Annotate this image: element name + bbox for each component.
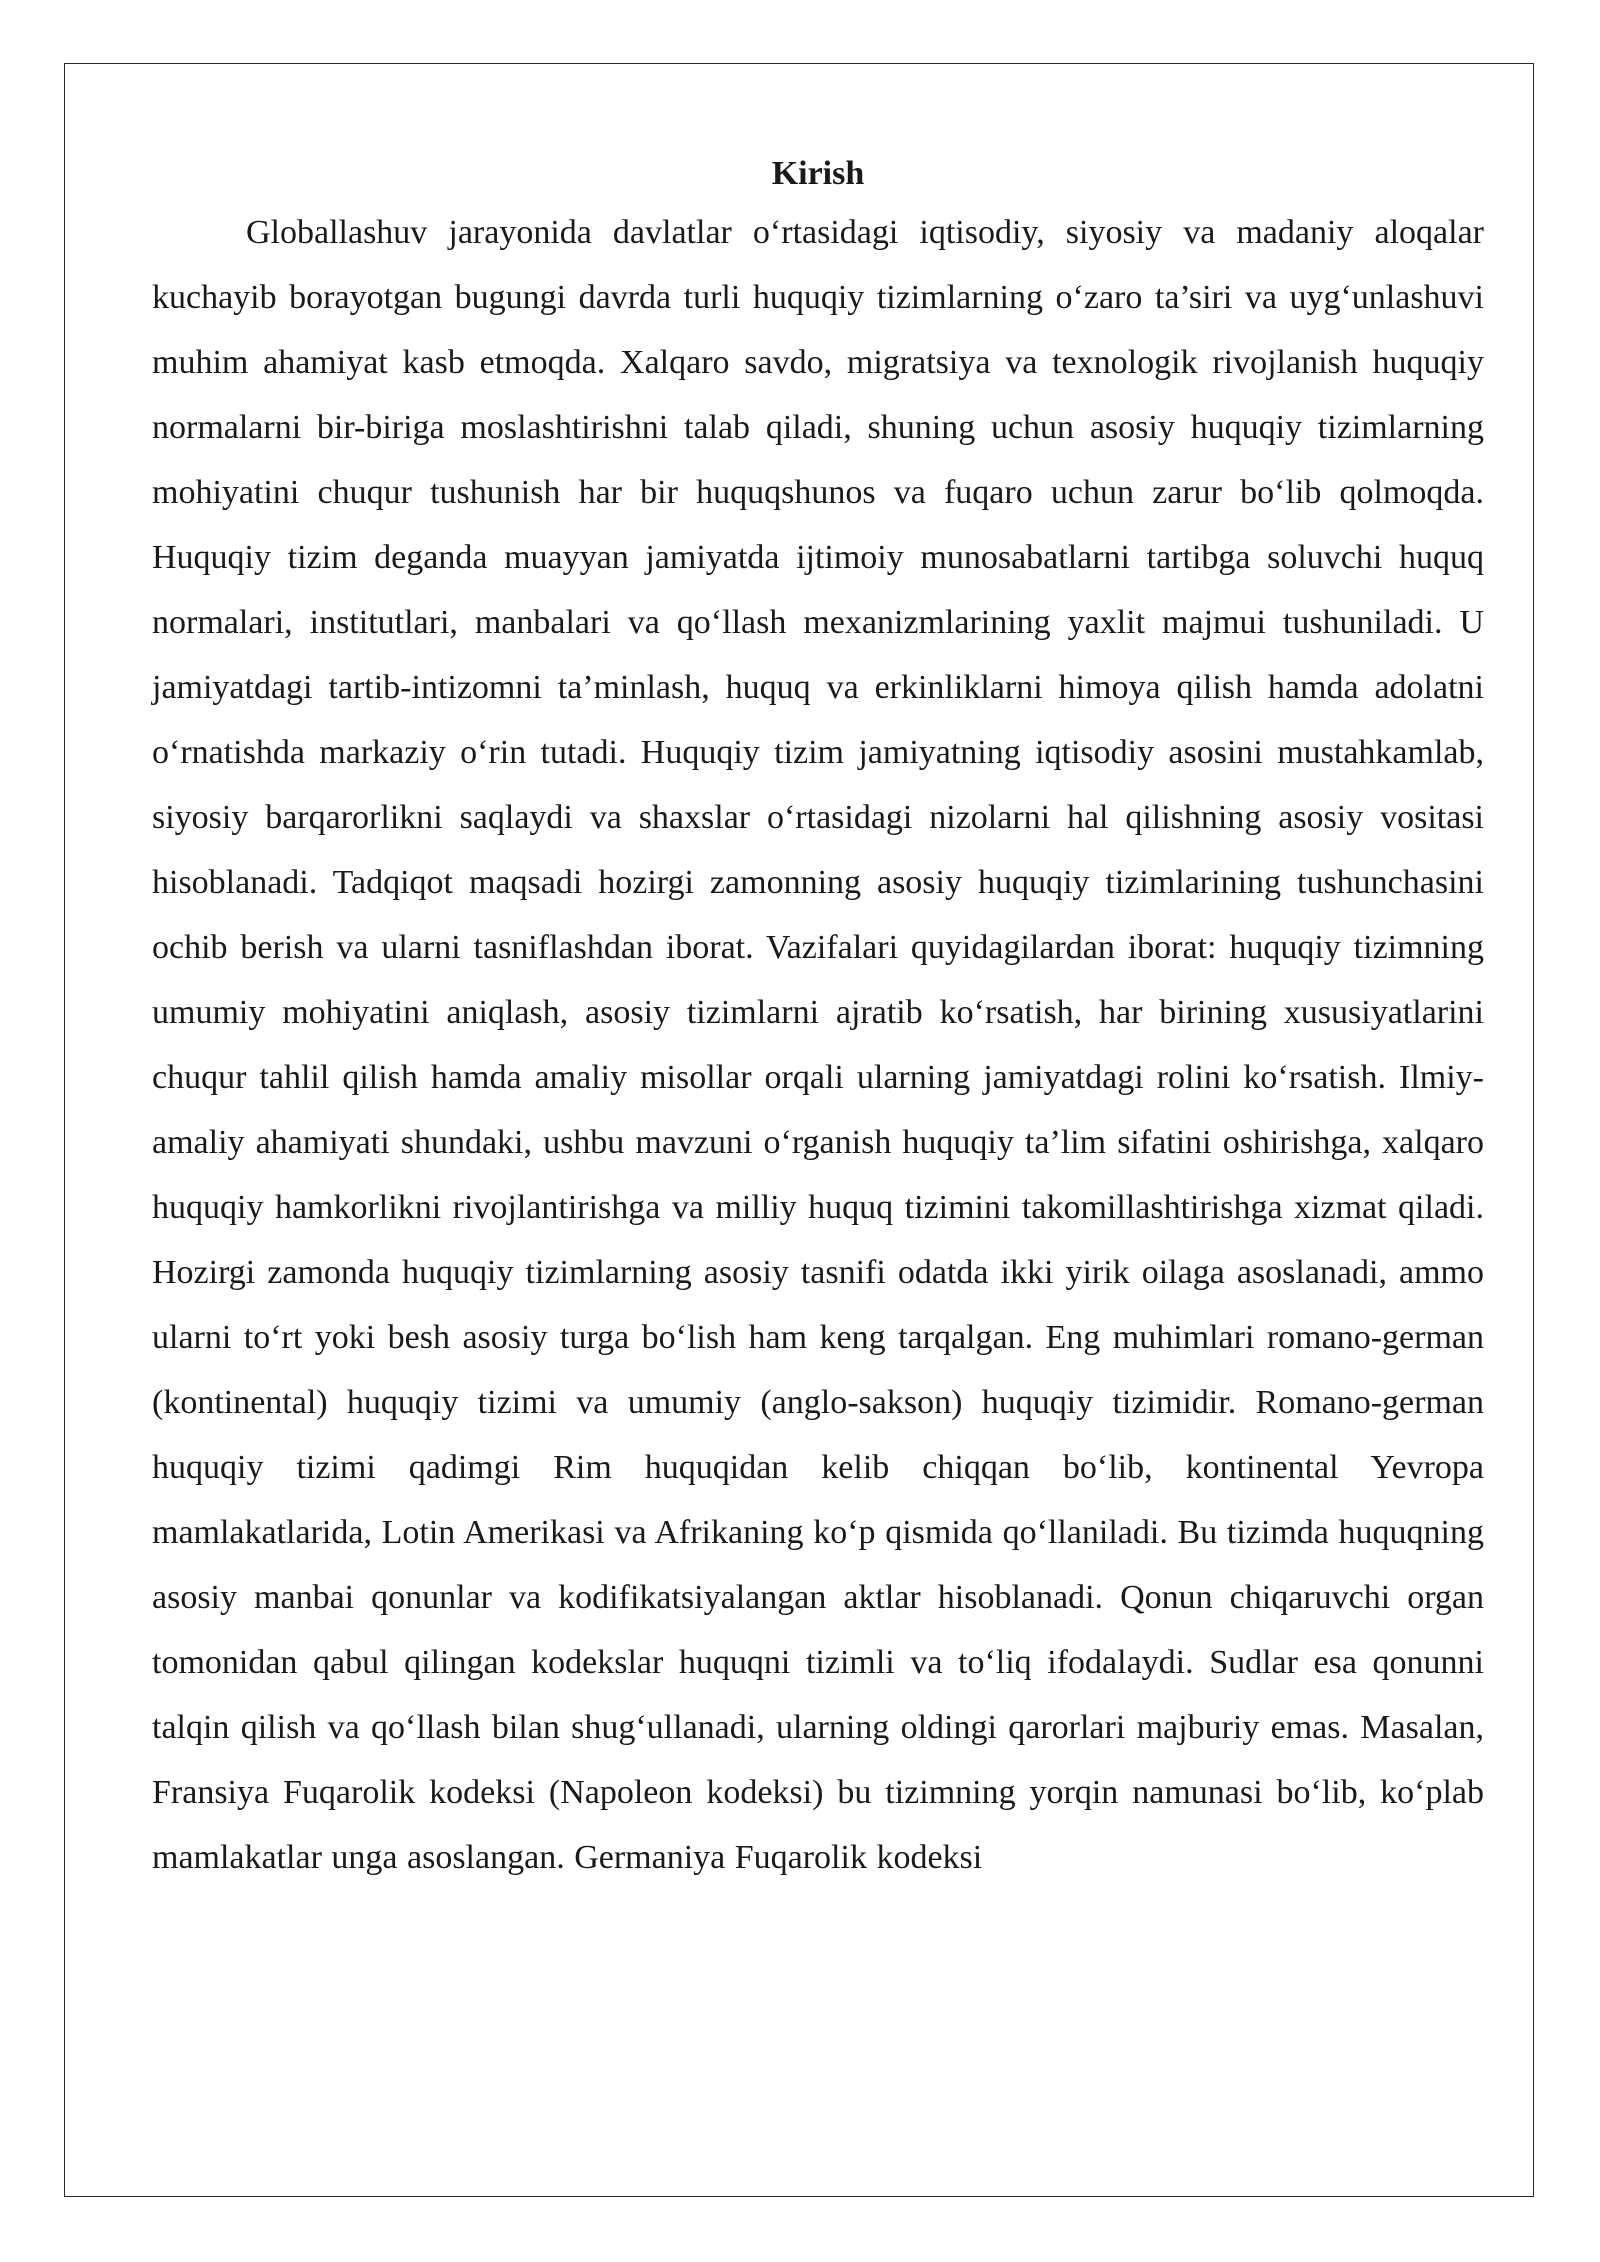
document-content — [152, 148, 1484, 1890]
body-paragraph: Globallashuv jarayonida davlatlar o‘rtasidagi iqtisodiy, siyosiy va madaniy aloqalar kuchayib borayotgan bugungi davrda turli huquqiy tizimlarning o‘zaro ta’siri va uyg‘unlashuvi muhim ahamiyat kasb etmoqda. Xalqaro savdo, migratsiya va texnologik rivojlanish huquqiy normalarni bir-biriga moslashtirishni talab qiladi, shuning uchun asosiy huquqiy tizimlarning mohiyatini chuqur tushunish har bir huquqshunos va fuqaro uchun zarur bo‘lib qolmoqda. Huquqiy tizim deganda muayyan jamiyatda ijtimoiy munosabatlarni tartibga soluvchi huquq normalari, institutlari, manbalari va qo‘llash mexanizmlarining yaxlit majmui tushuniladi. U jamiyatdagi tartib-intizomni ta’minlash, huquq va erkinliklarni himoya qilish hamda adolatni o‘rnatishda markaziy o‘rin tutadi. Huquqiy tizim jamiyatning iqtisodiy asosini mustahkamlab, siyosiy barqarorlikni saqlaydi va shaxslar o‘rtasidagi nizolarni hal qilishning asosiy vositasi hisoblanadi. Tadqiqot maqsadi hozirgi zamonning asosiy huquqiy tizimlarining tushunchasini ochib berish va ularni tasniflashdan iborat. Vazifalari quyidagilardan iborat: huquqiy tizimning umumiy mohiyatini aniqlash, asosiy tizimlarni ajratib ko‘rsatish, har birining xususiyatlarini chuqur tahlil qilish hamda amaliy misollar orqali ularning jamiyatdagi rolini ko‘rsatish. Ilmiy-amaliy ahamiyati shundaki, ushbu mavzuni o‘rganish huquqiy ta’lim sifatini oshirishga, xalqaro huquqiy hamkorlikni rivojlantirishga va milliy huquq tizimini takomillashtirishga xizmat qiladi. Hozirgi zamonda huquqiy tizimlarning asosiy tasnifi odatda ikki yirik oilaga asoslanadi, ammo ularni to‘rt yoki besh asosiy turga bo‘lish ham keng tarqalgan. Eng muhimlari romano-german (kontinental) huquqiy tizimi va umumiy (anglo-sakson) huquqiy tizimidir. Romano-german huquqiy tizimi qadimgi Rim huquqidan kelib chiqqan bo‘lib, kontinental Yevropa mamlakatlarida, Lotin Amerikasi va Afrikaning ko‘p qismida qo‘llaniladi. Bu tizimda huquqning asosiy manbai qonunlar va kodifikatsiyalangan aktlar hisoblanadi. Qonun chiqaruvchi organ tomonidan qabul qilingan kodekslar huquqni tizimli va to‘liq ifodalaydi. Sudlar esa qonunni talqin qilish va qo‘llash bilan shug‘ullanadi, ularning oldingi qarorlari majburiy emas. Masalan, Fransiya Fuqarolik kodeksi (Napoleon kodeksi) bu tizimning yorqin namunasi bo‘lib, ko‘plab mamlakatlar unga asoslangan. Germaniya Fuqarolik kodeksi — [152, 214, 1484, 1876]
page-title: Kirish — [771, 155, 865, 192]
